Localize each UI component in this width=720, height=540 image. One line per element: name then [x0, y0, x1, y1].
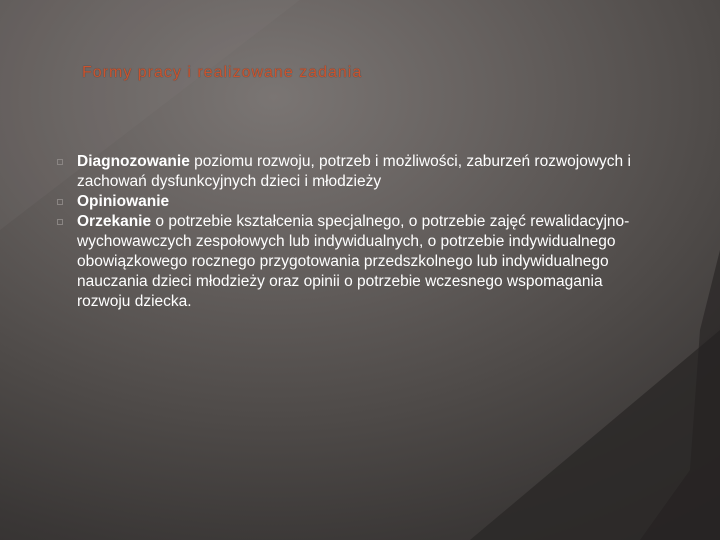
bullet-text: poziomu rozwoju, potrzeb i możliwości, zaburzeń rozwojowych i zachowań dysfunkcyjnych dzieci i młodzieży	[77, 153, 631, 190]
slide-title: Formy pracy i realizowane zadania	[82, 64, 363, 81]
bullet-item-diagnozowanie	[57, 152, 657, 192]
bullet-keyword: Orzekanie	[77, 213, 152, 230]
square-bullet-icon	[57, 159, 63, 165]
bullet-item-orzekanie	[57, 212, 657, 312]
square-bullet-icon	[57, 219, 63, 225]
bullet-item-opiniowanie	[57, 192, 657, 212]
square-bullet-icon	[57, 199, 63, 205]
bullet-text: o potrzebie kształcenia specjalnego, o potrzebie zajęć rewalidacyjno-wychowawczych zespołowych lub indywidualnych, o potrzebie indywidualnego obowiązkowego rocznego przygotowania przedszkolnego lub indywidualnego nauczania dzieci młodzieży oraz opinii o potrzebie wczesnego wspomagania rozwoju dziecka.	[77, 213, 630, 310]
bullet-keyword: Diagnozowanie	[77, 153, 190, 170]
bullet-list	[57, 152, 657, 312]
bullet-keyword: Opiniowanie	[77, 193, 170, 210]
